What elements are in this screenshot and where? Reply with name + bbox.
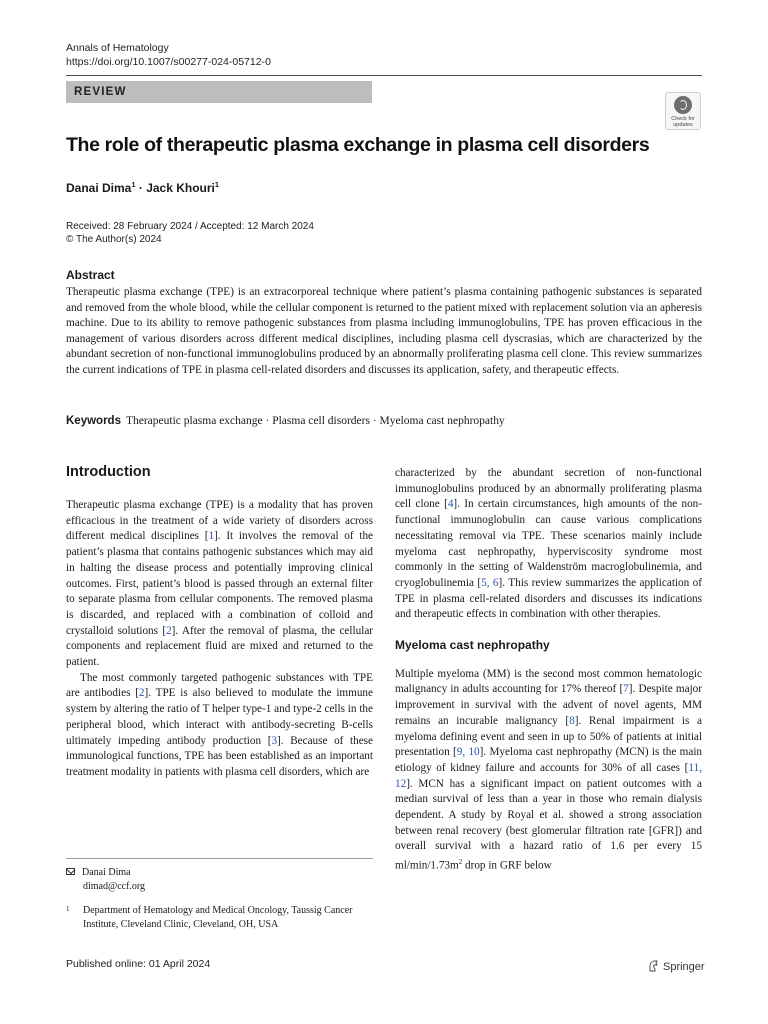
citation-link[interactable]: 4 bbox=[447, 498, 454, 511]
affiliation-text: Department of Hematology and Medical Oncology, Taussig Cancer Institute, Cleveland Clinic, Cleveland, OH, USA bbox=[83, 905, 353, 930]
left-column bbox=[66, 498, 373, 781]
author-name[interactable]: Danai Dima bbox=[66, 181, 132, 195]
header-rule bbox=[66, 75, 702, 76]
right-column bbox=[395, 466, 702, 875]
check-for-updates-badge[interactable] bbox=[665, 92, 701, 130]
keywords-items: Therapeutic plasma exchange · Plasma cell disorders · Myeloma cast nephropathy bbox=[125, 415, 505, 427]
citation-link[interactable]: 11, 12 bbox=[395, 761, 702, 790]
section-label: REVIEW bbox=[66, 81, 372, 103]
keywords-label: Keywords bbox=[66, 415, 121, 427]
doi-link[interactable]: https://doi.org/10.1007/s00277-024-05712-0 bbox=[66, 56, 271, 68]
journal-header bbox=[66, 41, 271, 69]
abstract-heading: Abstract bbox=[66, 268, 115, 282]
check-badge-line2: updates bbox=[673, 122, 693, 128]
paragraph: Therapeutic plasma exchange (TPE) is a modality that has proven efficacious in the treatment of a wide variety of disorders across different medical disciplines [1]. It involves the removal of the patient’s plasma that contains pathogenic substances which may aid in halting the disease process and potentially improving clinical outcomes. First, patient’s blood is passed through an external filter to separate plasma from cellular components. The removed plasma is discarded, and replaced with a combination of colloid and crystalloid solutions [2]. After the removal of plasma, the cellular components and replacement fluid are mixed and returned to the patient. bbox=[66, 499, 374, 669]
received-accepted-dates: Received: 28 February 2024 / Accepted: 12 March 2024 bbox=[66, 221, 314, 232]
publisher-logo bbox=[648, 958, 705, 973]
paragraph: characterized by the abundant secretion of non-functional immunoglobulins produced by an abnormally proliferating plasma cell clone [4]. In certain circumstances, high amounts of the non-functional immunoglobulin can cause various complications necessitating removal via TPE. These scenarios mainly include myeloma cast nephropathy, hyperviscosity syndrome most commonly in the setting of Waldenström macroglobulinemia, and cryoglobulinemia [5, 6]. This review summarizes the application of TPE in plasma cell-related disorders and discusses its indications and therapeutic effects in combination with other therapies. bbox=[395, 467, 703, 621]
footnote-rule bbox=[66, 858, 373, 859]
corresponding-author bbox=[66, 866, 145, 893]
keywords-line bbox=[66, 414, 702, 429]
copyright-line: © The Author(s) 2024 bbox=[66, 234, 162, 245]
check-badge-line1: Check for bbox=[671, 116, 695, 122]
section-heading-mcn: Myeloma cast nephropathy bbox=[395, 638, 550, 653]
affiliation-marker: 1 bbox=[131, 180, 136, 189]
citation-link[interactable]: 2 bbox=[166, 624, 172, 637]
citation-link[interactable]: 3 bbox=[271, 734, 278, 747]
article-title: The role of therapeutic plasma exchange in plasma cell disorders bbox=[66, 134, 650, 156]
affiliation-marker: 1 bbox=[214, 180, 220, 189]
abstract-text: Therapeutic plasma exchange (TPE) is an extracorporeal technique where patient’s plasma containing pathogenic substances is separated and removed from the whole blood, while the cellular component is returned to the patient mixed with replacement solution via an apheresis machine. Due to its ability to remove pathogenic substances from plasma including immunoglobulins, TPE has proven efficacious in the management of various disorders across different medical disciplines, including plasma cell dyscrasias, which are characterized by the abundant secretion of non-functional immunoglobulins produced by an abnormally proliferating plasma cell clone. This review summarizes the current indications of TPE in plasma cell-related disorders and discusses its application, safety, and therapeutic effects. bbox=[66, 286, 702, 376]
email-link[interactable]: dimad@ccf.org bbox=[83, 880, 146, 892]
check-updates-icon bbox=[674, 96, 692, 114]
section-heading-introduction: Introduction bbox=[66, 464, 151, 480]
envelope-icon bbox=[66, 868, 75, 875]
publisher-name: Springer bbox=[663, 961, 705, 973]
corresponding-name: Danai Dima bbox=[82, 867, 131, 878]
springer-horse-icon bbox=[648, 960, 659, 972]
paragraph: The most commonly targeted pathogenic substances with TPE are antibodies [2]. TPE is also believed to modulate the immune system by altering the ratio of T helper type-1 and type-2 cells in the peripheral blood, which interact with antibody-secreting B-cells ultimately impeding antibody production [3]. Because of these immunological functions, TPE has been established as an important treatment modality in patients with plasma cell disorders, which are bbox=[66, 671, 374, 778]
journal-name: Annals of Hematology bbox=[66, 42, 169, 54]
published-date: Published online: 01 April 2024 bbox=[66, 958, 211, 970]
citation-link[interactable]: 8 bbox=[569, 714, 575, 727]
author-separator: · bbox=[135, 181, 147, 195]
citation-link[interactable]: 5, 6 bbox=[481, 576, 499, 589]
affiliation-number: 1 bbox=[66, 905, 70, 913]
citation-link[interactable]: 2 bbox=[138, 687, 145, 700]
paragraph: Multiple myeloma (MM) is the second most common hematologic malignancy in adults accounting for 17% thereof [7]. Despite major improvement in survival with the advent of novel agents, MM remains an incurable malignancy [8]. Renal impairment is a myeloma defining event and seen in up to 50% of patients at initial presentation [9, 10]. Myeloma cast nephropathy (MCN) is the main etiology of kidney failure and accounts for 30% of all cases [11, 12]. MCN has a significant impact on patient outcomes with a median survival of less than a year in those who remain dialysis dependent. A study by Royal et al. showed a strong association between renal recovery (best glomerular filtration rate [GFR]) and overall survival with a hazard ratio of 1.6 per every 15 $ml/\min/1.73m^2$ drop in GRF below bbox=[395, 667, 703, 872]
citation-link[interactable]: 1 bbox=[208, 530, 215, 543]
author-list bbox=[66, 180, 219, 195]
affiliation-footnote bbox=[66, 904, 366, 931]
author-name[interactable]: Jack Khouri bbox=[146, 181, 215, 195]
citation-link[interactable]: 9, 10 bbox=[456, 746, 480, 759]
citation-link[interactable]: 7 bbox=[623, 683, 629, 696]
article-dates bbox=[66, 220, 314, 246]
